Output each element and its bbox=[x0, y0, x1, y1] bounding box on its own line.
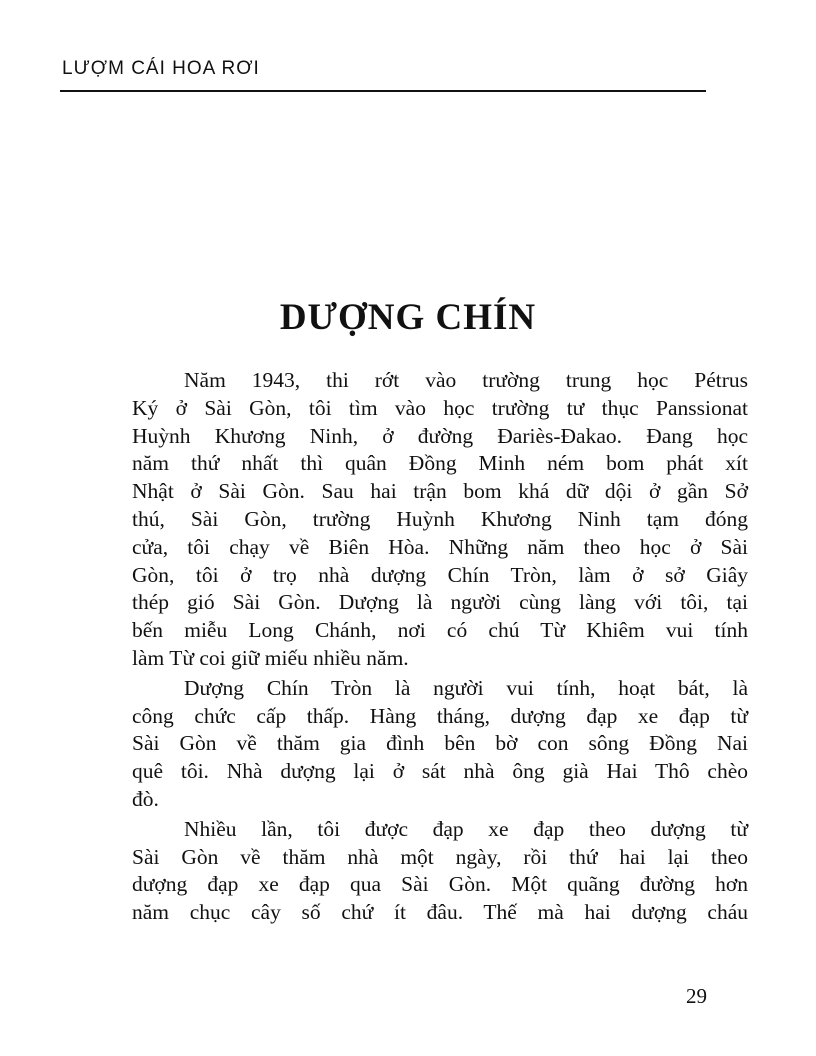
text-line: bến miễu Long Chánh, nơi có chú Từ Khiêm vui tính bbox=[132, 618, 748, 643]
text-line: năm thứ nhất thì quân Đồng Minh ném bom phát xít bbox=[132, 451, 748, 476]
paragraph bbox=[132, 816, 748, 927]
text-line: Nhật ở Sài Gòn. Sau hai trận bom khá dữ dội ở gần Sở bbox=[132, 479, 748, 504]
text-line: Gòn, tôi ở trọ nhà dượng Chín Tròn, làm ở sở Giây bbox=[132, 562, 748, 587]
paragraph bbox=[132, 367, 748, 673]
text-line: Dượng Chín Tròn là người vui tính, hoạt bát, là bbox=[184, 675, 748, 700]
text-line: Sài Gòn về thăm nhà một ngày, rồi thứ hai lại theo bbox=[132, 844, 748, 869]
text-line: Huỳnh Khương Ninh, ở đường Đariès-Đakao. Đang học bbox=[132, 423, 748, 448]
text-line: công chức cấp thấp. Hàng tháng, dượng đạp xe đạp từ bbox=[132, 703, 748, 728]
text-line: dượng đạp xe đạp qua Sài Gòn. Một quãng đường hơn bbox=[132, 872, 748, 897]
paragraph bbox=[132, 675, 748, 814]
text-line: đò. bbox=[132, 786, 159, 811]
text-line: Sài Gòn về thăm gia đình bên bờ con sông Đồng Nai bbox=[132, 731, 748, 756]
running-header: LƯỢM CÁI HOA RƠI bbox=[62, 58, 260, 79]
text-line: năm chục cây số chứ ít đâu. Thế mà hai dượng cháu bbox=[132, 900, 748, 925]
header-rule bbox=[60, 90, 706, 92]
text-line: thép gió Sài Gòn. Dượng là người cùng làng với tôi, tại bbox=[132, 590, 748, 615]
text-line: Ký ở Sài Gòn, tôi tìm vào học trường tư thục Panssionat bbox=[132, 395, 748, 420]
text-line: thú, Sài Gòn, trường Huỳnh Khương Ninh tạm đóng bbox=[132, 506, 748, 531]
chapter-title: DƯỢNG CHÍN bbox=[279, 297, 537, 338]
text-line: quê tôi. Nhà dượng lại ở sát nhà ông già Hai Thô chèo bbox=[132, 759, 748, 784]
text-line: Năm 1943, thi rớt vào trường trung học Pétrus bbox=[184, 368, 748, 392]
page-number: 29 bbox=[686, 984, 707, 1008]
text-line: làm Từ coi giữ miếu nhiều năm. bbox=[132, 645, 409, 670]
text-line: Nhiều lần, tôi được đạp xe đạp theo dượng từ bbox=[184, 816, 748, 841]
text-line: cửa, tôi chạy về Biên Hòa. Những năm theo học ở Sài bbox=[132, 534, 748, 559]
body-text bbox=[132, 367, 748, 927]
